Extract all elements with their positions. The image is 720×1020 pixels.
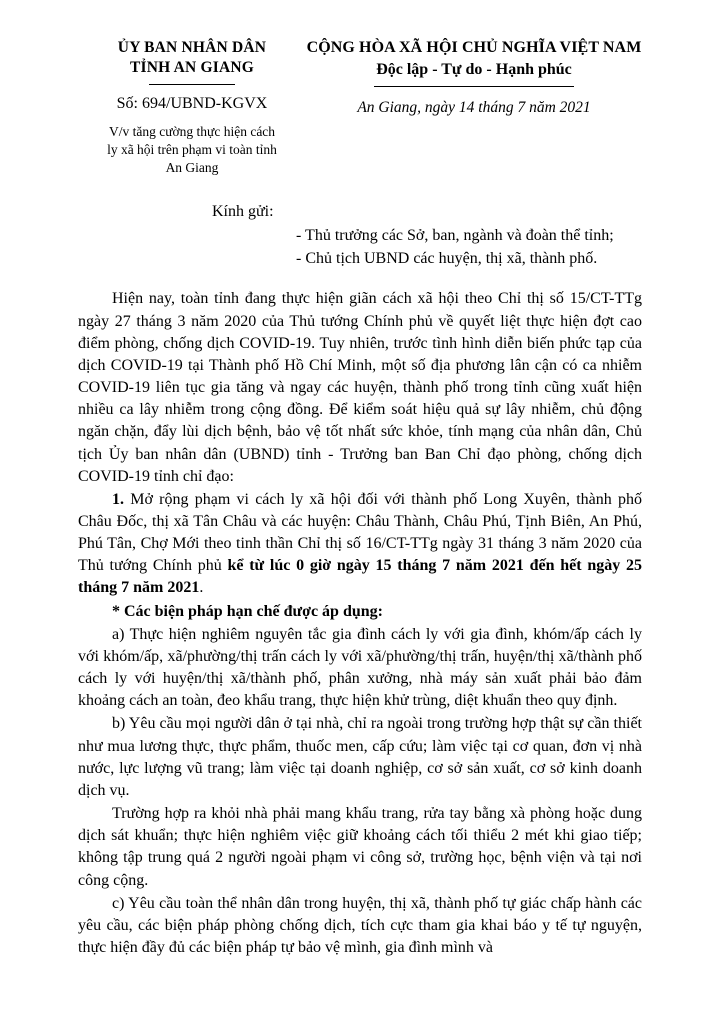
issuing-authority-line1: ỦY BAN NHÂN DÂN	[117, 39, 267, 56]
paragraph-b-continued: Trường hợp ra khỏi nhà phải mang khẩu trang, rửa tay bằng xà phòng hoặc dung dịch sát khuẩn; thực hiện nghiêm việc giữ khoảng cách tối thiểu 2 mét khi giao tiếp; không tập trung quá 2 người ngoài phạm vi công sở, trường học, bệnh viện và tại nơi công cộng.	[78, 805, 642, 889]
paragraph-intro: Hiện nay, toàn tỉnh đang thực hiện giãn cách xã hội theo Chỉ thị số 15/CT-TTg ngày 27 tháng 3 năm 2020 của Thủ tướng Chính phủ về quyết liệt thực hiện đợt cao điểm phòng, chống dịch COVID-19. Tuy nhiên, trước tình hình diễn biến phức tạp của dịch COVID-19 tại Thành phố Hồ Chí Minh, một số địa phương lân cận có ca nhiễm COVID-19 liên tục gia tăng và ngay các huyện, thành phố trong tỉnh cũng xuất hiện nhiều ca lây nhiễm trong cộng đồng. Để kiểm soát hiệu quả sự lây nhiễm, chủ động ngăn chặn, đẩy lùi dịch bệnh, bảo vệ tốt nhất sức khỏe, tính mạng của nhân dân, Chủ tịch Ủy ban nhân dân (UBND) tỉnh - Trưởng ban Ban Chỉ đạo phòng, chống dịch COVID-19 tỉnh chỉ đạo:	[78, 290, 642, 485]
item-1-number: 1.	[112, 490, 124, 508]
item-1-text-part2: .	[199, 579, 204, 597]
paragraph-a: a) Thực hiện nghiêm nguyên tắc gia đình cách ly với gia đình, khóm/ấp cách ly với khóm/ấp, xã/phường/thị trấn cách ly với xã/phường/thị trấn, huyện/thị xã/thành phố cách ly với huyện/thị xã/thành phố, phân xưởng, nhà máy sản xuất phải bảo đảm khoảng cách an toàn, đeo khẩu trang, thực hiện khử trùng, diệt khuẩn theo quy định.	[78, 625, 642, 710]
header-divider-right	[374, 86, 574, 87]
header-divider-left	[149, 84, 235, 85]
place-and-date: An Giang, ngày 14 tháng 7 năm 2021	[357, 98, 591, 116]
issuing-authority-block	[78, 38, 306, 177]
document-header	[78, 38, 642, 177]
national-heading-block	[306, 38, 642, 118]
national-motto: Độc lập - Tự do - Hạnh phúc	[376, 60, 572, 78]
recipients-block	[78, 201, 642, 271]
document-body	[78, 288, 642, 959]
paragraph-item-1	[78, 489, 642, 600]
document-subject-line2: ly xã hội trên phạm vi toàn tỉnh	[107, 141, 277, 157]
national-title: CỘNG HÒA XÃ HỘI CHỦ NGHĨA VIỆT NAM	[306, 39, 642, 56]
measures-heading	[78, 601, 642, 623]
issuing-authority-line2: TỈNH AN GIANG	[129, 59, 255, 77]
paragraph-c: c) Yêu cầu toàn thể nhân dân trong huyện, thị xã, thành phố tự giác chấp hành các yêu cầu, các biện pháp phòng chống dịch, tích cực tham gia khai báo y tế tự nguyện, thực hiện đầy đủ các biện pháp tự bảo vệ mình, gia đình mình và	[78, 894, 642, 956]
recipient-item: - Thủ trưởng các Sở, ban, ngành và đoàn thể tỉnh;	[296, 227, 614, 245]
document-subject	[78, 123, 306, 177]
item-1-text-part1: Mở rộng phạm vi cách ly xã hội đối với thành phố Long Xuyên, thành phố Châu Đốc, thị xã Tân Châu và các huyện: Châu Thành, Châu Phú, Tịnh Biên, An Phú, Phú Tân, Chợ Mới theo tinh thần Chỉ thị số 16/CT-TTg ngày 31 tháng 3 năm 2020 của Thủ tướng Chính phủ	[78, 490, 642, 575]
item-1-effective-dates: kể từ lúc 0 giờ ngày 15 tháng 7 năm 2021 đến hết ngày 25 tháng 7 năm 2021	[78, 557, 642, 597]
document-subject-line3: An Giang	[165, 159, 219, 175]
issuing-authority-name	[78, 38, 306, 79]
document-subject-line1: V/v tăng cường thực hiện cách	[108, 123, 276, 139]
recipients-label: Kính gửi:	[212, 202, 274, 220]
recipients-list	[296, 225, 642, 270]
recipient-item: - Chủ tịch UBND các huyện, thị xã, thành phố.	[296, 249, 598, 267]
document-number: Số: 694/UBND-KGVX	[116, 94, 268, 112]
measures-heading-text: * Các biện pháp hạn chế được áp dụng:	[112, 602, 383, 620]
paragraph-b: b) Yêu cầu mọi người dân ở tại nhà, chỉ ra ngoài trong trường hợp thật sự cần thiết như mua lương thực, thực phẩm, thuốc men, cấp cứu; làm việc tại cơ quan, đơn vị nhà nước, lực lượng vũ trang; làm việc tại doanh nghiệp, cơ sở sản xuất, cơ sở kinh doanh dịch vụ.	[78, 715, 642, 799]
